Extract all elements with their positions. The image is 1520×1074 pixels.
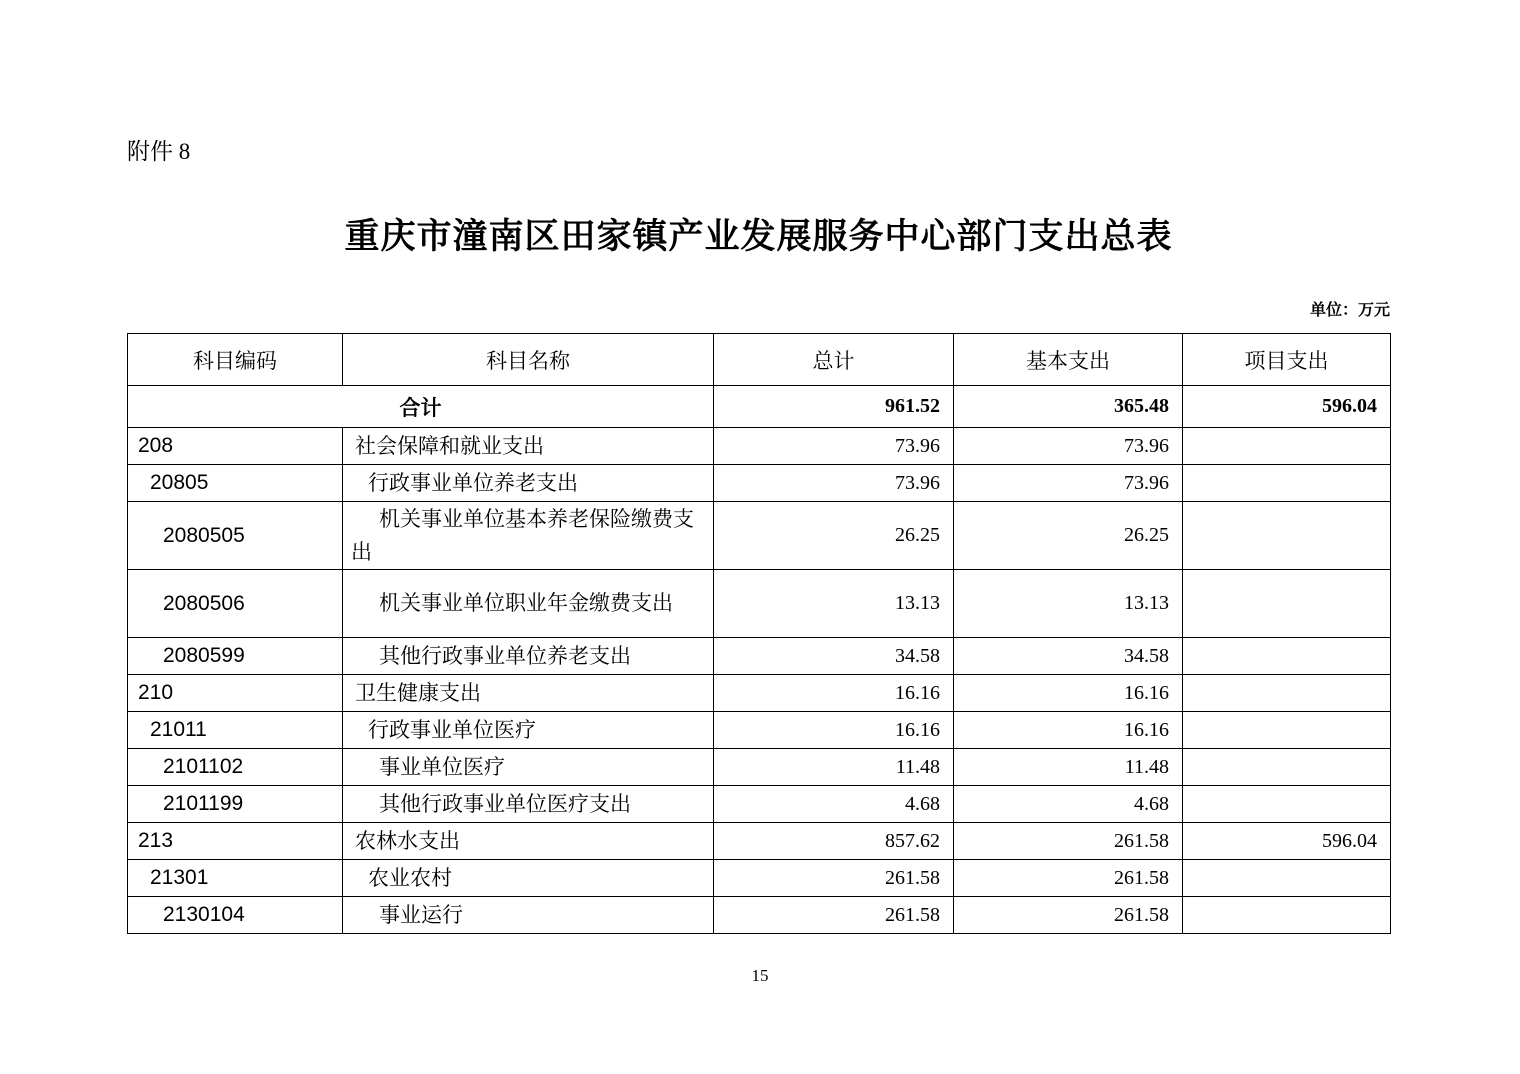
- subject-name-cell: 农业农村: [343, 860, 714, 897]
- total-row-basic-value: 365.48: [954, 386, 1183, 428]
- basic-value-cell: 13.13: [954, 570, 1183, 638]
- total-value-cell: 73.96: [714, 428, 954, 465]
- table-row: [128, 860, 1391, 897]
- basic-value-cell: 11.48: [954, 749, 1183, 786]
- subject-code-cell: 2080599: [128, 638, 343, 675]
- subject-name-cell: 事业运行: [343, 897, 714, 934]
- subject-code-cell: 2080506: [128, 570, 343, 638]
- header-row: [128, 334, 1391, 386]
- subject-name-cell: 农林水支出: [343, 823, 714, 860]
- subject-name-cell: 行政事业单位养老支出: [343, 465, 714, 502]
- project-value-cell: [1183, 428, 1391, 465]
- total-row-project-value: 596.04: [1183, 386, 1391, 428]
- basic-value-cell: 34.58: [954, 638, 1183, 675]
- total-value-cell: 13.13: [714, 570, 954, 638]
- table-body: [128, 386, 1391, 934]
- project-value-cell: [1183, 897, 1391, 934]
- project-value-cell: [1183, 502, 1391, 570]
- subject-code-cell: 2130104: [128, 897, 343, 934]
- total-value-cell: 26.25: [714, 502, 954, 570]
- expenditure-table: [127, 333, 1391, 934]
- project-value-cell: 596.04: [1183, 823, 1391, 860]
- basic-value-cell: 4.68: [954, 786, 1183, 823]
- basic-value-cell: 73.96: [954, 465, 1183, 502]
- project-value-cell: [1183, 786, 1391, 823]
- table-row: [128, 638, 1391, 675]
- header-subject-name: 科目名称: [343, 334, 714, 386]
- subject-name-cell: 事业单位医疗: [343, 749, 714, 786]
- total-value-cell: 857.62: [714, 823, 954, 860]
- project-value-cell: [1183, 570, 1391, 638]
- subject-name-cell: 卫生健康支出: [343, 675, 714, 712]
- subject-code-cell: 208: [128, 428, 343, 465]
- unit-note: 单位：万元: [1309, 302, 1390, 319]
- total-value-cell: 261.58: [714, 860, 954, 897]
- table-row: [128, 502, 1391, 570]
- subject-code-cell: 2101199: [128, 786, 343, 823]
- total-value-cell: 16.16: [714, 675, 954, 712]
- total-value-cell: 4.68: [714, 786, 954, 823]
- table-row: [128, 570, 1391, 638]
- subject-code-cell: 213: [128, 823, 343, 860]
- total-value-cell: 11.48: [714, 749, 954, 786]
- project-value-cell: [1183, 675, 1391, 712]
- subject-name-cell: 其他行政事业单位养老支出: [343, 638, 714, 675]
- table-row: [128, 428, 1391, 465]
- total-value-cell: 261.58: [714, 897, 954, 934]
- header-project-expenditure: 项目支出: [1183, 334, 1391, 386]
- subject-code-cell: 21301: [128, 860, 343, 897]
- subject-code-cell: 210: [128, 675, 343, 712]
- project-value-cell: [1183, 638, 1391, 675]
- header-basic-expenditure: 基本支出: [954, 334, 1183, 386]
- table-row: [128, 823, 1391, 860]
- table-row: [128, 465, 1391, 502]
- subject-name-cell: 机关事业单位职业年金缴费支出: [343, 570, 714, 638]
- subject-code-cell: 2101102: [128, 749, 343, 786]
- subject-name-cell: 机关事业单位基本养老保险缴费支出: [343, 502, 714, 570]
- basic-value-cell: 26.25: [954, 502, 1183, 570]
- total-value-cell: 34.58: [714, 638, 954, 675]
- header-total: 总计: [714, 334, 954, 386]
- basic-value-cell: 16.16: [954, 712, 1183, 749]
- table-row: [128, 712, 1391, 749]
- basic-value-cell: 73.96: [954, 428, 1183, 465]
- basic-value-cell: 261.58: [954, 860, 1183, 897]
- subject-code-cell: 20805: [128, 465, 343, 502]
- subject-name-cell: 社会保障和就业支出: [343, 428, 714, 465]
- total-value-cell: 16.16: [714, 712, 954, 749]
- total-label: 合计: [128, 386, 714, 428]
- basic-value-cell: 16.16: [954, 675, 1183, 712]
- project-value-cell: [1183, 749, 1391, 786]
- project-value-cell: [1183, 465, 1391, 502]
- header-subject-code: 科目编码: [128, 334, 343, 386]
- table-row: [128, 749, 1391, 786]
- page-number: 15: [751, 966, 769, 985]
- total-row: [128, 386, 1391, 428]
- project-value-cell: [1183, 712, 1391, 749]
- total-row-total-value: 961.52: [714, 386, 954, 428]
- page-title: 重庆市潼南区田家镇产业发展服务中心部门支出总表: [344, 217, 1173, 256]
- subject-code-cell: 2080505: [128, 502, 343, 570]
- basic-value-cell: 261.58: [954, 823, 1183, 860]
- table-row: [128, 675, 1391, 712]
- basic-value-cell: 261.58: [954, 897, 1183, 934]
- subject-name-cell: 其他行政事业单位医疗支出: [343, 786, 714, 823]
- table-row: [128, 897, 1391, 934]
- subject-code-cell: 21011: [128, 712, 343, 749]
- table-row: [128, 786, 1391, 823]
- subject-name-cell: 行政事业单位医疗: [343, 712, 714, 749]
- total-value-cell: 73.96: [714, 465, 954, 502]
- attachment-label: 附件 8: [127, 139, 191, 164]
- project-value-cell: [1183, 860, 1391, 897]
